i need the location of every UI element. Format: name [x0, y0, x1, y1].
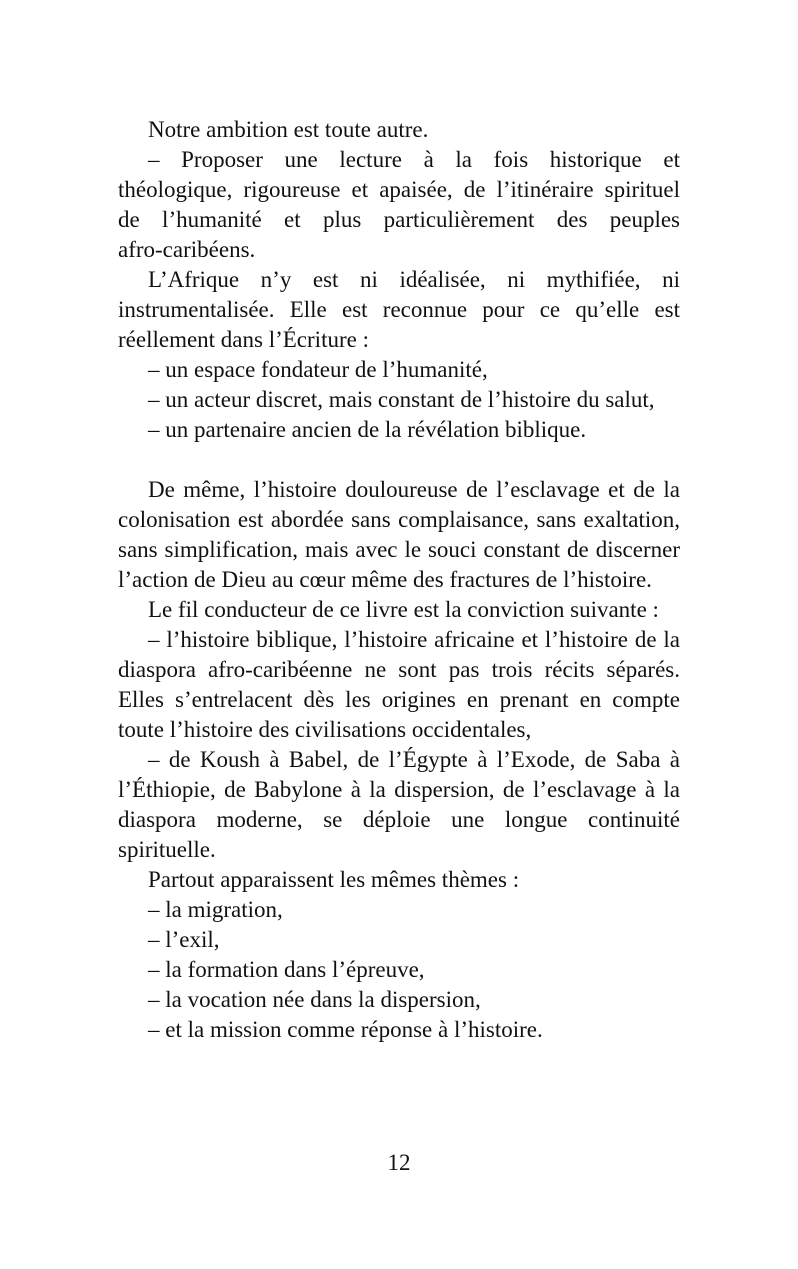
text-line: spirituelle.	[118, 837, 216, 862]
text-line: Le fil conducteur de ce livre est la conviction suivante :	[148, 597, 659, 622]
text-line: De même, l’histoire douloureuse de l’esclavage et de la	[148, 477, 680, 502]
page-number: 12	[387, 1150, 411, 1175]
text-line: l’Éthiopie, de Babylone à la dispersion, de l’esclavage à la	[118, 777, 680, 802]
text-line: colonisation est abordée sans complaisance, sans exaltation,	[118, 507, 680, 532]
text-line: – l’histoire biblique, l’histoire africaine et l’histoire de la	[148, 627, 680, 652]
blank-line	[118, 445, 680, 475]
text-line: Elles s’entrelacent dès les origines en prenant en compte	[118, 687, 680, 712]
body-text	[118, 115, 680, 1045]
text-line: diaspora afro-caribéenne ne sont pas trois récits séparés.	[118, 657, 680, 682]
text-line: Notre ambition est toute autre.	[148, 117, 429, 142]
text-line: – la migration,	[148, 897, 283, 922]
text-line: théologique, rigoureuse et apaisée, de l’itinéraire spirituel	[118, 177, 680, 202]
text-line: instrumentalisée. Elle est reconnue pour ce qu’elle est	[118, 297, 680, 322]
text-line: diaspora moderne, se déploie une longue continuité	[118, 807, 680, 832]
text-line: – un espace fondateur de l’humanité,	[148, 357, 488, 382]
text-line: réellement dans l’Écriture :	[118, 327, 369, 352]
text-line: – Proposer une lecture à la fois historique et	[148, 147, 680, 172]
text-line: afro-caribéens.	[118, 237, 256, 262]
text-line: – un partenaire ancien de la révélation biblique.	[148, 417, 587, 442]
text-line: toute l’histoire des civilisations occidentales,	[118, 717, 532, 742]
text-line: Partout apparaissent les mêmes thèmes :	[148, 867, 520, 892]
text-line: l’action de Dieu au cœur même des fractures de l’histoire.	[118, 567, 652, 592]
text-line: – la formation dans l’épreuve,	[148, 957, 425, 982]
text-line: – l’exil,	[148, 927, 220, 952]
text-line: L’Afrique n’y est ni idéalisée, ni mythifiée, ni	[148, 267, 680, 292]
text-line: – un acteur discret, mais constant de l’histoire du salut,	[148, 387, 655, 412]
text-line: – la vocation née dans la dispersion,	[148, 987, 481, 1012]
text-line: de l’humanité et plus particulièrement des peuples	[118, 207, 680, 232]
text-line: – et la mission comme réponse à l’histoire.	[148, 1017, 543, 1042]
text-line: sans simplification, mais avec le souci constant de discerner	[118, 537, 680, 562]
text-line: – de Koush à Babel, de l’Égypte à l’Exode, de Saba à	[148, 747, 680, 772]
